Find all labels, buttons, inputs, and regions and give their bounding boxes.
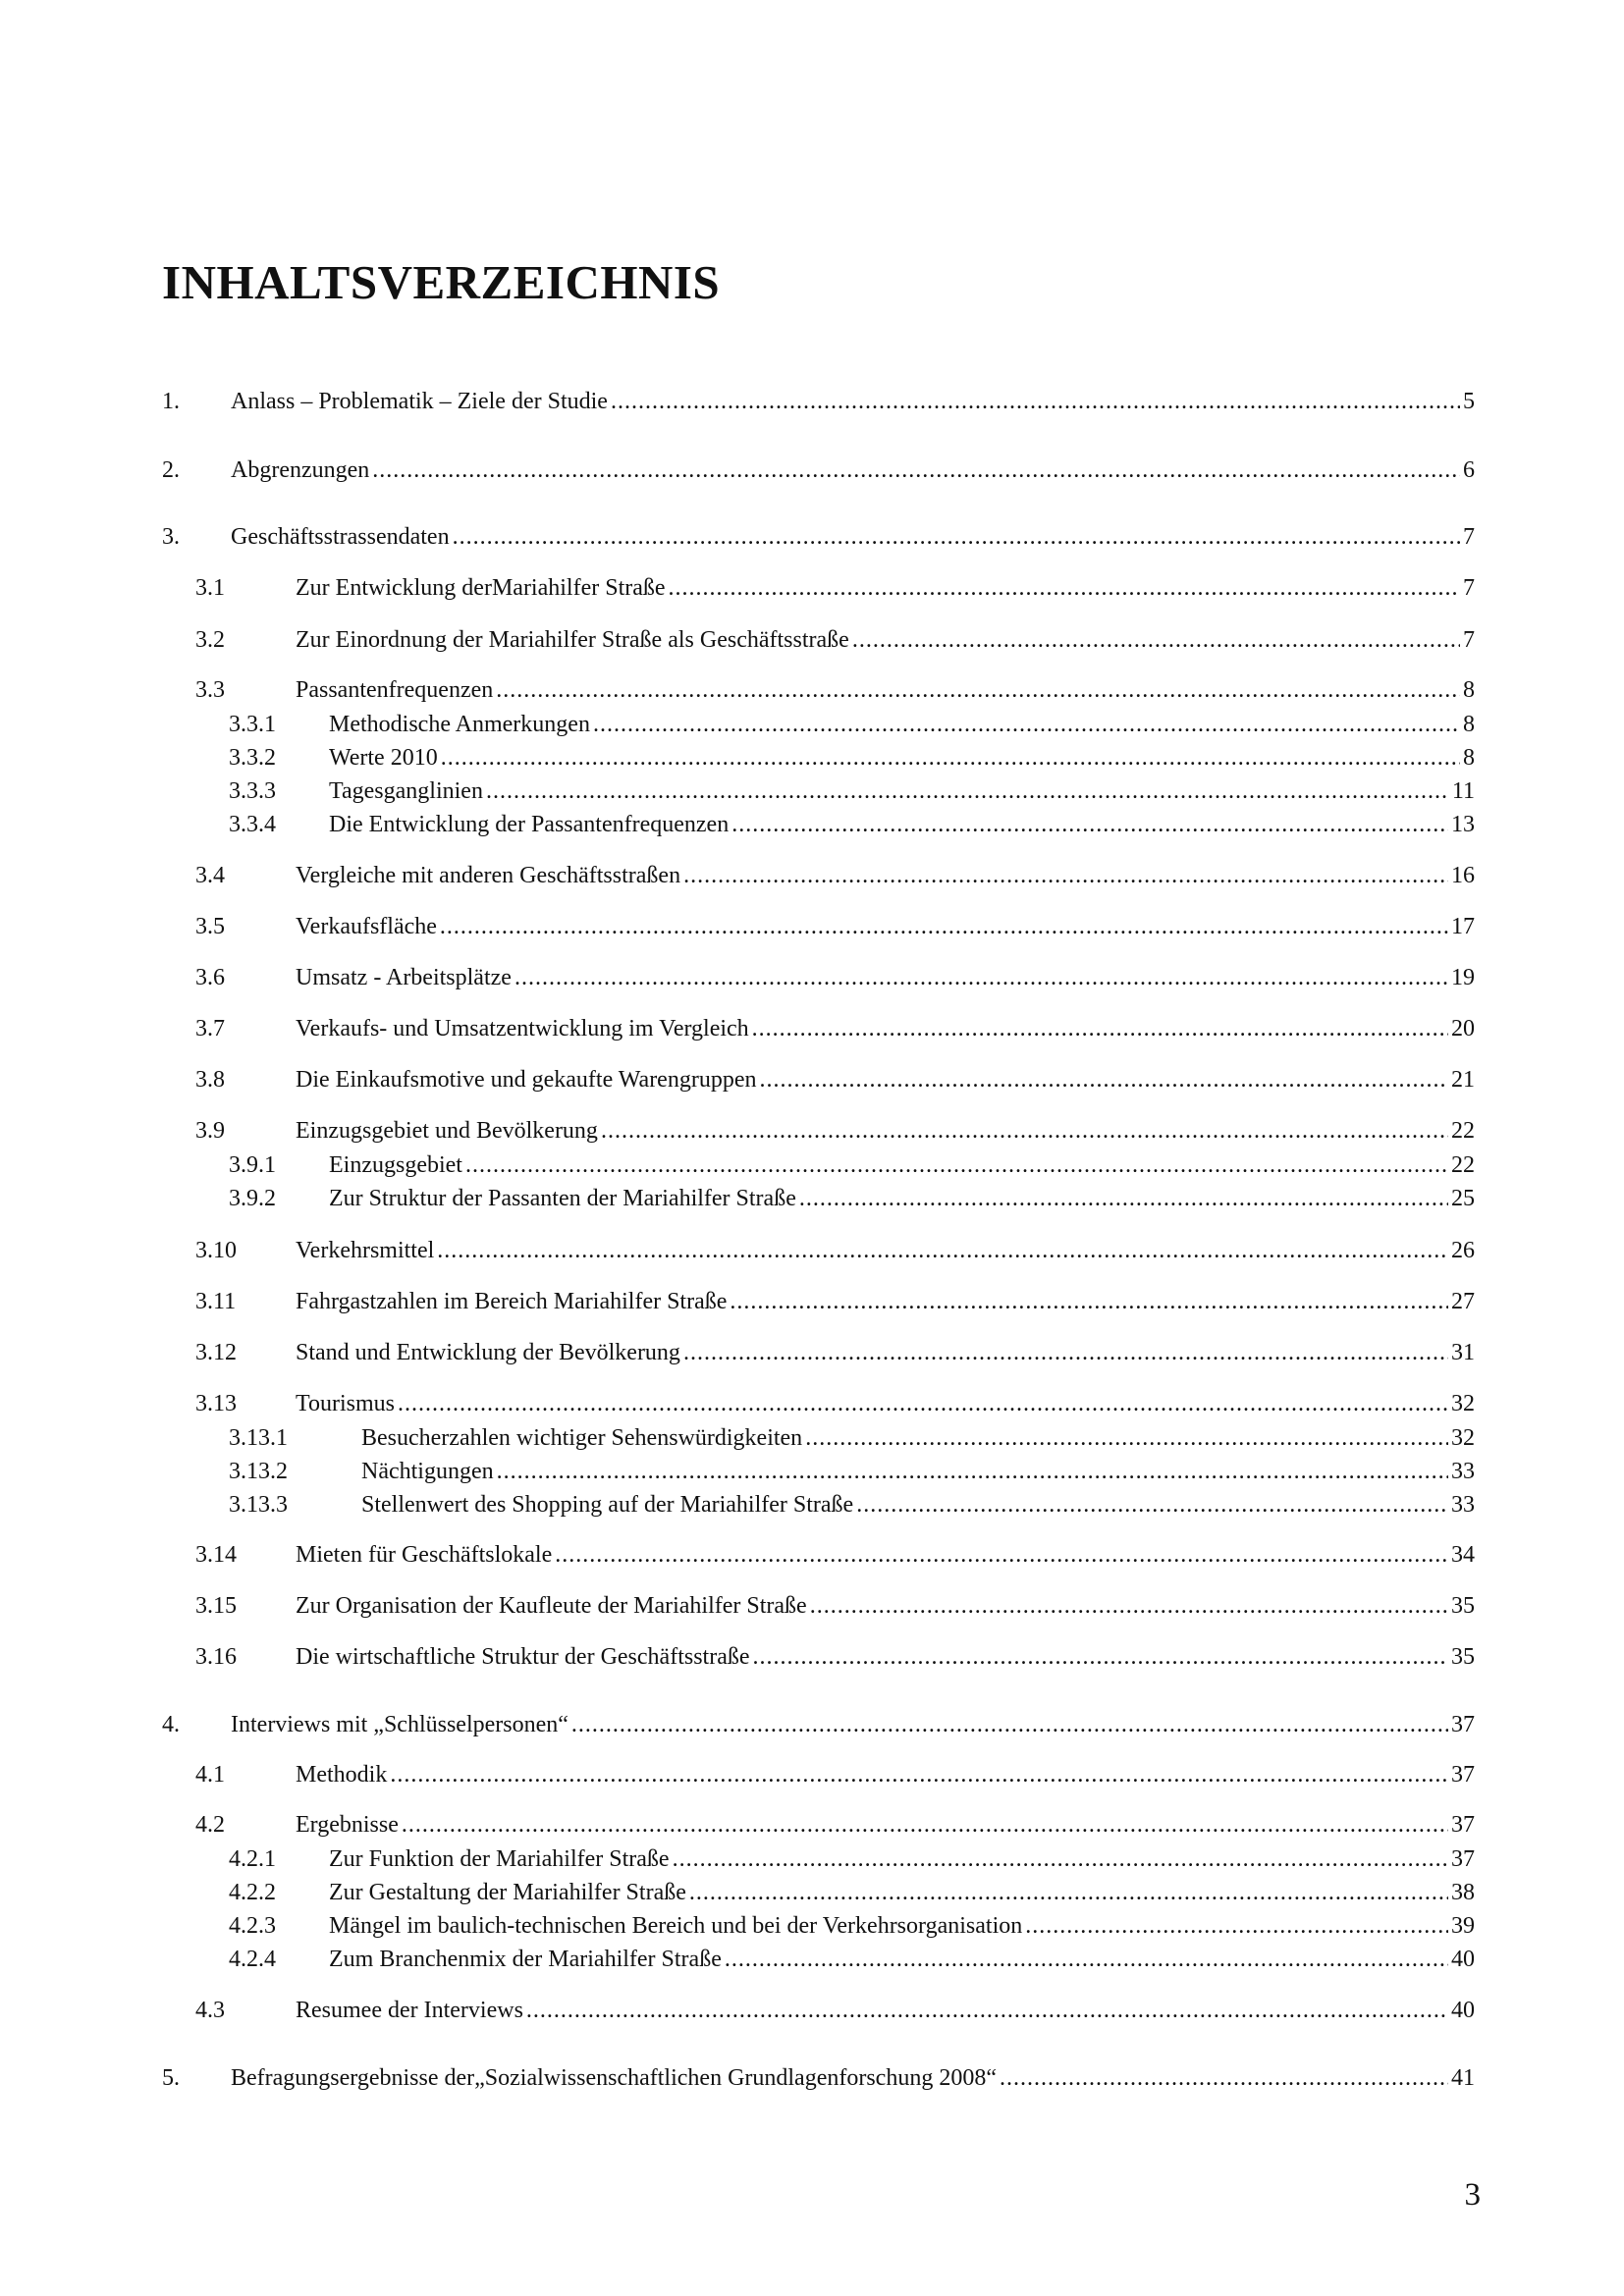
toc-leader-dots [440, 910, 1448, 943]
toc-leader-dots [555, 1538, 1448, 1572]
toc-leader-dots [673, 1842, 1448, 1876]
toc-entry-number: 3.13.2 [229, 1459, 288, 1484]
toc-entry-page: 32 [1451, 1425, 1475, 1451]
toc-entry-page: 11 [1451, 778, 1475, 804]
toc-entry-page: 6 [1463, 457, 1475, 483]
toc-entry-title: Passantenfrequenzen [296, 677, 494, 703]
toc-entry-page: 5 [1463, 389, 1475, 414]
toc-entry[interactable] [0, 1455, 1624, 1488]
toc-entry-number: 3.16 [195, 1644, 237, 1670]
toc-entry-title: Nächtigungen [361, 1459, 494, 1484]
toc-leader-dots [683, 1336, 1448, 1369]
toc-entry-page: 31 [1451, 1340, 1475, 1365]
toc-entry-title: Fahrgastzahlen im Bereich Mariahilfer Straße [296, 1289, 728, 1314]
toc-leader-dots [810, 1589, 1448, 1623]
toc-entry-title: Zur Organisation der Kaufleute der Mariahilfer Straße [296, 1593, 807, 1619]
toc-leader-dots [571, 1708, 1448, 1741]
toc-leader-dots [496, 673, 1460, 707]
toc-entry[interactable] [0, 774, 1624, 808]
toc-entry-page: 27 [1451, 1289, 1475, 1314]
toc-entry-number: 4.2.4 [229, 1947, 276, 1972]
toc-leader-dots [730, 1285, 1448, 1318]
toc-entry-number: 3.7 [195, 1016, 225, 1041]
toc-entry-number: 3.2 [195, 627, 225, 653]
toc-entry-page: 40 [1451, 1998, 1475, 2023]
toc-entry[interactable] [0, 1808, 1624, 1842]
toc-entry-title: Die Entwicklung der Passantenfrequenzen [329, 812, 730, 837]
toc-entry[interactable] [0, 1012, 1624, 1045]
toc-entry-title: Geschäftsstrassendaten [231, 524, 450, 550]
toc-entry-page: 34 [1451, 1542, 1475, 1568]
toc-entry[interactable] [0, 454, 1624, 487]
toc-leader-dots [402, 1808, 1448, 1842]
toc-entry-number: 2. [162, 457, 180, 483]
toc-entry-title: Umsatz - Arbeitsplätze [296, 965, 512, 990]
toc-entry-title: Resumee der Interviews [296, 1998, 523, 2023]
toc-entry-number: 3.1 [195, 575, 225, 601]
toc-entry-page: 37 [1451, 1812, 1475, 1838]
toc-entry-number: 3.4 [195, 863, 225, 888]
toc-entry[interactable] [0, 1114, 1624, 1148]
toc-leader-dots [441, 741, 1460, 774]
toc-entry-page: 19 [1451, 965, 1475, 990]
toc-entry-number: 3.3 [195, 677, 225, 703]
toc-entry[interactable] [0, 1842, 1624, 1876]
toc-entry-page: 8 [1463, 677, 1475, 703]
toc-entry-page: 37 [1451, 1712, 1475, 1737]
toc-entry-number: 4.2 [195, 1812, 225, 1838]
toc-entry-title: Abgrenzungen [231, 457, 370, 483]
toc-entry-title: Mieten für Geschäftslokale [296, 1542, 553, 1568]
toc-entry[interactable] [0, 741, 1624, 774]
toc-leader-dots [683, 859, 1448, 892]
toc-entry-number: 5. [162, 2065, 180, 2091]
toc-entry[interactable] [0, 1182, 1624, 1215]
toc-entry-number: 3.9.2 [229, 1186, 276, 1211]
toc-entry[interactable] [0, 1063, 1624, 1096]
toc-entry[interactable] [0, 1538, 1624, 1572]
toc-entry-title: Die wirtschaftliche Struktur der Geschäftsstraße [296, 1644, 750, 1670]
toc-entry[interactable] [0, 1285, 1624, 1318]
toc-leader-dots [526, 1994, 1448, 2027]
toc-entry[interactable] [0, 1758, 1624, 1791]
toc-entry-title: Methodik [296, 1762, 388, 1788]
toc-entry-page: 7 [1463, 575, 1475, 601]
toc-entry-title: Einzugsgebiet [329, 1152, 462, 1178]
toc-entry-page: 26 [1451, 1238, 1475, 1263]
toc-entry[interactable] [0, 859, 1624, 892]
toc-entry[interactable] [0, 1943, 1624, 1976]
toc-entry-page: 8 [1463, 745, 1475, 771]
toc-leader-dots [753, 1640, 1448, 1674]
toc-entry[interactable] [0, 808, 1624, 841]
toc-leader-dots [390, 1758, 1448, 1791]
toc-entry-number: 4.3 [195, 1998, 225, 2023]
toc-entry-page: 22 [1451, 1152, 1475, 1178]
toc-entry-number: 3.3.3 [229, 778, 276, 804]
toc-entry-title: Zur Entwicklung derMariahilfer Straße [296, 575, 666, 601]
toc-entry-title: Methodische Anmerkungen [329, 712, 590, 737]
toc-entry-number: 3.9 [195, 1118, 225, 1144]
toc-entry-number: 3.3.1 [229, 712, 276, 737]
toc-leader-dots [752, 1012, 1448, 1045]
toc-leader-dots [725, 1943, 1448, 1976]
toc-leader-dots [731, 808, 1448, 841]
toc-leader-dots [465, 1148, 1448, 1182]
toc-leader-dots [497, 1455, 1448, 1488]
toc-entry-title: Zur Funktion der Mariahilfer Straße [329, 1846, 670, 1872]
toc-entry[interactable] [0, 1488, 1624, 1522]
toc-entry[interactable] [0, 1589, 1624, 1623]
toc-entry-number: 4.2.3 [229, 1913, 276, 1939]
toc-entry[interactable] [0, 910, 1624, 943]
toc-entry-title: Zur Struktur der Passanten der Mariahilfer Straße [329, 1186, 796, 1211]
toc-entry-title: Befragungsergebnisse der„Sozialwissenschaftlichen Grundlagenforschung 2008“ [231, 2065, 997, 2091]
toc-entry[interactable] [0, 1336, 1624, 1369]
toc-entry[interactable] [0, 623, 1624, 657]
toc-leader-dots [799, 1182, 1448, 1215]
toc-entry-title: Zur Gestaltung der Mariahilfer Straße [329, 1880, 686, 1905]
toc-entry[interactable] [0, 1708, 1624, 1741]
toc-entry-number: 3.14 [195, 1542, 237, 1568]
toc-entry[interactable] [0, 1234, 1624, 1267]
toc-entry-page: 37 [1451, 1762, 1475, 1788]
toc-entry-page: 37 [1451, 1846, 1475, 1872]
toc-leader-dots [759, 1063, 1448, 1096]
toc-entry-page: 38 [1451, 1880, 1475, 1905]
toc-entry-number: 3.13.1 [229, 1425, 288, 1451]
toc-entry-page: 35 [1451, 1644, 1475, 1670]
toc-entry-number: 3.15 [195, 1593, 237, 1619]
toc-entry-title: Stand und Entwicklung der Bevölkerung [296, 1340, 680, 1365]
toc-entry-number: 3.11 [195, 1289, 237, 1314]
toc-entry-number: 4.2.2 [229, 1880, 276, 1905]
toc-entry[interactable] [0, 1421, 1624, 1455]
toc-entry-number: 3.9.1 [229, 1152, 276, 1178]
toc-entry-title: Werte 2010 [329, 745, 438, 771]
toc-entry-page: 39 [1451, 1913, 1475, 1939]
toc-entry-title: Zum Branchenmix der Mariahilfer Straße [329, 1947, 722, 1972]
toc-entry-page: 25 [1451, 1186, 1475, 1211]
toc-entry[interactable] [0, 520, 1624, 554]
toc-entry[interactable] [0, 1640, 1624, 1674]
toc-entry[interactable] [0, 1387, 1624, 1420]
toc-entry[interactable] [0, 1876, 1624, 1909]
toc-entry-title: Besucherzahlen wichtiger Sehenswürdigkeiten [361, 1425, 803, 1451]
toc-entry-number: 3.13.3 [229, 1492, 288, 1518]
toc-entry-number: 3.3.2 [229, 745, 276, 771]
toc-leader-dots [372, 454, 1460, 487]
toc-entry-page: 16 [1451, 863, 1475, 888]
toc-entry-number: 3.10 [195, 1238, 237, 1263]
toc-entry-title: Stellenwert des Shopping auf der Mariahilfer Straße [361, 1492, 854, 1518]
toc-leader-dots [514, 961, 1448, 994]
toc-entry-number: 3. [162, 524, 180, 550]
toc-entry-number: 4. [162, 1712, 180, 1737]
toc-leader-dots [1025, 1909, 1448, 1943]
toc-entry-title: Tourismus [296, 1391, 395, 1416]
toc-entry[interactable] [0, 1148, 1624, 1182]
toc-entry-number: 3.8 [195, 1067, 225, 1093]
toc-leader-dots [593, 708, 1460, 741]
toc-leader-dots [398, 1387, 1448, 1420]
toc-entry-number: 3.13 [195, 1391, 237, 1416]
toc-entry-number: 4.1 [195, 1762, 225, 1788]
toc-entry-page: 22 [1451, 1118, 1475, 1144]
toc-entry[interactable] [0, 1994, 1624, 2027]
toc-entry-page: 33 [1451, 1459, 1475, 1484]
toc-leader-dots [486, 774, 1449, 808]
toc-leader-dots [1000, 2061, 1448, 2095]
toc-entry[interactable] [0, 673, 1624, 707]
toc-entry-number: 4.2.1 [229, 1846, 276, 1872]
toc-entry-number: 3.5 [195, 914, 225, 939]
toc-entry-page: 20 [1451, 1016, 1475, 1041]
toc-entry-page: 40 [1451, 1947, 1475, 1972]
toc-entry-title: Tagesganglinien [329, 778, 483, 804]
toc-entry-page: 32 [1451, 1391, 1475, 1416]
toc-entry-number: 3.3.4 [229, 812, 276, 837]
toc-leader-dots [437, 1234, 1448, 1267]
toc-entry-page: 33 [1451, 1492, 1475, 1518]
toc-entry-title: Anlass – Problematik – Ziele der Studie [231, 389, 608, 414]
toc-entry[interactable] [0, 708, 1624, 741]
toc-entry-page: 7 [1463, 627, 1475, 653]
toc-entry-title: Verkehrsmittel [296, 1238, 435, 1263]
page-title: INHALTSVERZEICHNIS [162, 255, 721, 309]
toc-entry-title: Verkaufsfläche [296, 914, 437, 939]
toc-leader-dots [669, 571, 1460, 605]
toc-entry-page: 17 [1451, 914, 1475, 939]
toc-entry-number: 3.12 [195, 1340, 237, 1365]
toc-entry-page: 41 [1451, 2065, 1475, 2091]
toc-leader-dots [611, 385, 1460, 418]
toc-leader-dots [856, 1488, 1448, 1522]
toc-entry-title: Interviews mit „Schlüsselpersonen“ [231, 1712, 568, 1737]
toc-entry-page: 7 [1463, 524, 1475, 550]
toc-entry-page: 13 [1451, 812, 1475, 837]
toc-entry-title: Vergleiche mit anderen Geschäftsstraßen [296, 863, 681, 888]
toc-entry-title: Verkaufs- und Umsatzentwicklung im Vergleich [296, 1016, 749, 1041]
toc-leader-dots [689, 1876, 1448, 1909]
toc-entry-number: 1. [162, 389, 180, 414]
toc-leader-dots [852, 623, 1460, 657]
toc-entry-page: 35 [1451, 1593, 1475, 1619]
toc-leader-dots [453, 520, 1460, 554]
toc-entry-title: Mängel im baulich-technischen Bereich und bei der Verkehrsorganisation [329, 1913, 1023, 1939]
toc-entry[interactable] [0, 1909, 1624, 1943]
toc-entry[interactable] [0, 571, 1624, 605]
toc-entry-title: Ergebnisse [296, 1812, 399, 1838]
toc-entry-page: 21 [1451, 1067, 1475, 1093]
toc-entry[interactable] [0, 385, 1624, 418]
toc-entry-number: 3.6 [195, 965, 225, 990]
toc-leader-dots [601, 1114, 1448, 1148]
toc-entry-title: Die Einkaufsmotive und gekaufte Warengruppen [296, 1067, 757, 1093]
toc-leader-dots [805, 1421, 1448, 1455]
page-number: 3 [1464, 2177, 1481, 2213]
toc-entry[interactable] [0, 961, 1624, 994]
toc-entry[interactable] [0, 2061, 1624, 2095]
toc-entry-title: Zur Einordnung der Mariahilfer Straße als Geschäftsstraße [296, 627, 849, 653]
toc-entry-title: Einzugsgebiet und Bevölkerung [296, 1118, 598, 1144]
toc-entry-page: 8 [1463, 712, 1475, 737]
